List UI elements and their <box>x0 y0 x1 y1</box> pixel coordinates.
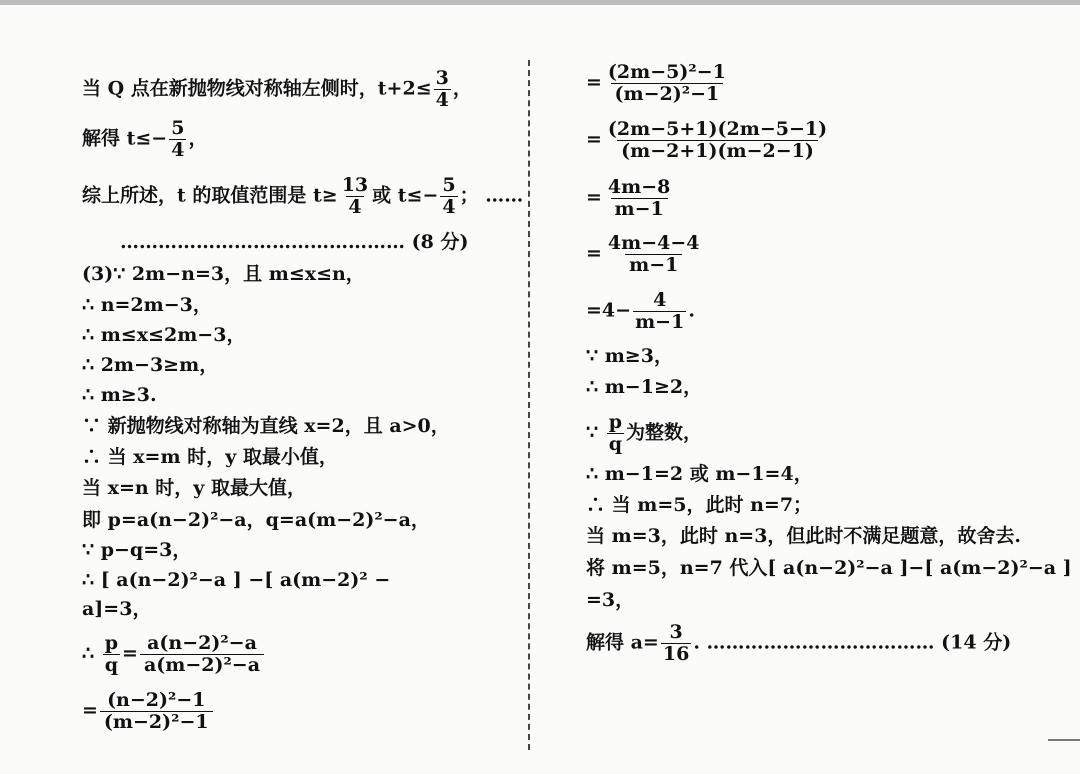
fraction-pq-expanded <box>140 633 264 676</box>
fraction <box>604 233 704 276</box>
frac-den: 4 <box>348 196 362 218</box>
score-line-8: ……………………………………… (8 分) <box>120 231 469 253</box>
period: . <box>688 299 695 322</box>
equals-sign: = <box>586 186 602 209</box>
right-line: ∵ m≥3， <box>586 345 673 367</box>
line1-tail: ， <box>452 77 472 100</box>
frac-num: (2m−5+1)(2m−5−1) <box>607 118 828 140</box>
equals-sign: = <box>586 128 602 151</box>
step-line: (3)∵ 2m−n=3，且 m≤x≤n， <box>82 263 365 285</box>
equals-sign: = <box>586 71 602 94</box>
frac-num: 5 <box>442 174 456 196</box>
step-line: 即 p=a(n−2)²−a，q=a(m−2)²−a， <box>82 509 430 531</box>
prefix: =4− <box>586 299 632 322</box>
pq-integer-line <box>586 412 702 455</box>
fraction-p-q <box>103 633 120 676</box>
frac-num: p <box>608 411 623 433</box>
frac-den: 4 <box>442 196 456 218</box>
equals-sign: = <box>82 699 98 722</box>
fraction-3-4 <box>434 68 451 111</box>
pq-ratio-line <box>82 633 266 676</box>
left-line-1 <box>82 68 472 111</box>
frac-den: m−1 <box>635 311 685 333</box>
frac-num: (n−2)²−1 <box>107 689 206 711</box>
step-line: ∵ 新抛物线对称轴为直线 x=2，且 a>0， <box>82 415 450 437</box>
right-step-1 <box>586 62 732 105</box>
right-step-5 <box>586 290 695 333</box>
frac-num: 4 <box>653 289 667 311</box>
line3-text: 综上所述，t 的取值范围是 t≥ <box>82 184 338 207</box>
frac-den: 4 <box>435 89 449 111</box>
right-step-3 <box>586 177 676 220</box>
step-line: 当 x=n 时，y 取最大值， <box>82 477 306 499</box>
column-divider <box>528 60 530 750</box>
line3-mid: 或 t≤− <box>372 184 439 207</box>
frac-den: q <box>104 654 119 676</box>
frac-num: 3 <box>435 67 449 89</box>
frac-den: (m−2+1)(m−2−1) <box>617 140 818 162</box>
fraction-13-4 <box>340 175 370 218</box>
line3-tail: ； …… <box>459 184 524 207</box>
fraction-3-16 <box>661 622 691 665</box>
because-symbol: ∵ <box>586 421 599 444</box>
right-line: ∴ 当 m=5，此时 n=7； <box>586 494 813 516</box>
frac-num: 4m−8 <box>607 176 671 198</box>
step-line: ∴ m≤x≤2m−3， <box>82 324 246 346</box>
step-line: ∴ m≥3. <box>82 384 157 406</box>
fraction <box>604 62 730 105</box>
frac-den: a(m−2)²−a <box>140 654 264 676</box>
frac-num: a(n−2)²−a <box>147 632 257 654</box>
frac-num: 3 <box>669 621 683 643</box>
right-step-4 <box>586 233 706 276</box>
fraction <box>604 119 831 162</box>
equals-sign: = <box>586 242 602 265</box>
right-line: ∴ m−1≥2， <box>586 376 703 398</box>
step-line: ∴ n=2m−3， <box>82 294 212 316</box>
step-line: a]=3， <box>82 598 152 620</box>
fraction-5-4 <box>169 118 186 161</box>
scan-top-edge <box>0 0 1080 5</box>
right-step-2 <box>586 119 833 162</box>
fraction-simplified <box>100 690 213 733</box>
fraction <box>633 290 686 333</box>
left-line-2 <box>82 118 207 161</box>
right-line: ∴ m−1=2 或 m−1=4， <box>586 463 813 485</box>
therefore-symbol: ∴ <box>82 642 95 665</box>
frac-num: 4m−4−4 <box>607 232 700 254</box>
right-line: =3， <box>586 589 635 611</box>
frac-den: m−1 <box>611 198 668 220</box>
score-14: . ……………………………… (14 分) <box>693 631 1012 654</box>
frac-den: (m−2)²−1 <box>100 711 213 733</box>
step-line: ∴ 2m−3≥m， <box>82 354 219 376</box>
frac-num: 5 <box>171 117 185 139</box>
left-line-3 <box>82 175 523 218</box>
scan-corner-mark <box>1048 739 1080 741</box>
integer-text: 为整数， <box>626 421 703 444</box>
line1-text: 当 Q 点在新抛物线对称轴左侧时，t+2≤ <box>82 77 432 100</box>
frac-den: 4 <box>171 139 185 161</box>
frac-num: 13 <box>341 174 369 196</box>
right-line: 当 m=3，此时 n=3，但此时不满足题意，故舍去. <box>586 525 1022 547</box>
right-line: 将 m=5，n=7 代入[ a(n−2)²−a ]−[ a(m−2)²−a ] <box>586 557 1072 579</box>
fraction <box>604 177 674 220</box>
answer-line <box>586 622 1011 665</box>
frac-den: (m−2)²−1 <box>611 83 724 105</box>
simplified-ratio-line <box>82 690 215 733</box>
equals-sign: = <box>122 642 138 665</box>
fraction-5-4 <box>440 175 457 218</box>
frac-den: q <box>608 433 623 455</box>
step-line: ∵ p−q=3， <box>82 539 192 561</box>
fraction-p-q <box>607 412 624 455</box>
step-line: ∴ 当 x=m 时，y 取最小值， <box>82 446 338 468</box>
frac-den: m−1 <box>625 254 682 276</box>
answer-prefix: 解得 a= <box>586 631 659 654</box>
frac-den: 16 <box>662 643 690 665</box>
line2-tail: ， <box>188 127 208 150</box>
frac-num: (2m−5)²−1 <box>607 61 726 83</box>
line2-text: 解得 t≤− <box>82 127 168 150</box>
frac-num: p <box>104 632 119 654</box>
step-line: ∴ [ a(n−2)²−a ] −[ a(m−2)² − <box>82 569 391 591</box>
